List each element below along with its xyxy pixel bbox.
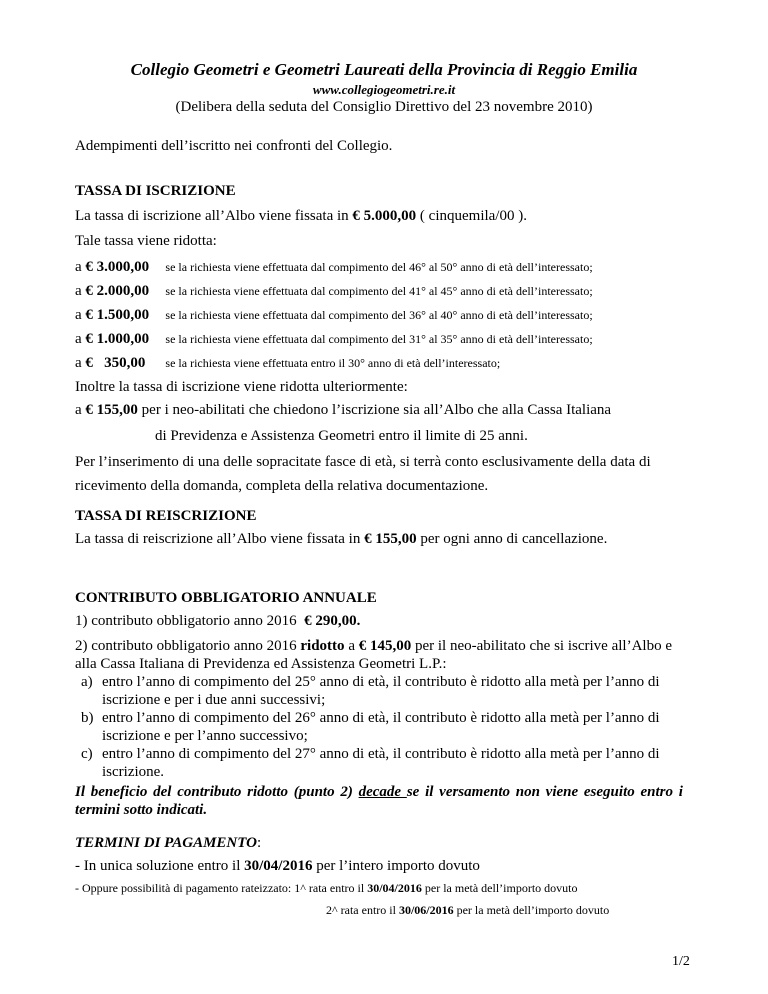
termini-rate-text-a: - Oppure possibilità di pagamento rateizzato: 1^ rata entro il	[75, 881, 368, 895]
reduction-row	[75, 306, 593, 324]
termini-rate2-text-b: per la metà dell’importo dovuto	[453, 903, 610, 917]
document-title: Collegio Geometri e Geometri Laureati della Provincia di Reggio Emilia	[130, 60, 638, 79]
delibera-note: (Delibera della seduta del Consiglio Direttivo del 23 novembre 2010)	[175, 99, 593, 115]
reduction-amount: € 1.000,00	[85, 331, 150, 347]
termini-unica-text-b: per l’intero importo dovuto	[312, 858, 480, 874]
iscrizione-text-a: La tassa di iscrizione all’Albo viene fissata in	[75, 208, 353, 224]
termini-unica-date: 30/04/2016	[244, 858, 313, 874]
termini-colon: :	[256, 835, 262, 851]
contributo-item-line-2: iscrizione e per i due anni successivi;	[102, 692, 326, 708]
contributo-point-2	[75, 637, 672, 655]
termini-rate-date-1: 30/04/2016	[367, 881, 422, 895]
ridotta-text: Tale tassa viene ridotta:	[75, 233, 217, 249]
contributo-p2-text-a: 2) contributo obbligatorio anno 2016	[75, 638, 301, 654]
beneficio-line-1	[75, 783, 683, 801]
contributo-item-label: a)	[81, 674, 93, 690]
section-heading-reiscrizione: TASSA DI REISCRIZIONE	[75, 508, 257, 524]
reiscrizione-text-a: La tassa di reiscrizione all’Albo viene fissata in	[75, 531, 365, 547]
note-line-2: ricevimento della domanda, completa della relativa documentazione.	[75, 478, 489, 494]
reiscrizione-text-b: per ogni anno di cancellazione.	[416, 531, 608, 547]
termini-heading-text: TERMINI DI PAGAMENTO	[75, 835, 257, 851]
termini-rate-text-b: per la metà dell’importo dovuto	[421, 881, 578, 895]
neo-amount: € 155,00	[85, 402, 138, 418]
neo-text-1: per i neo-abilitati che chiedono l’iscrizione sia all’Albo che alla Cassa Italiana	[137, 402, 612, 418]
reduction-prefix: a	[75, 259, 86, 275]
reduction-text: se la richiesta viene effettuata dal compimento del 46° al 50° anno di età dell’interessato;	[165, 260, 593, 274]
neo-abilitati-line-2: di Previdenza e Assistenza Geometri entro il limite di 25 anni.	[155, 428, 528, 444]
beneficio-text-a: Il beneficio del contributo ridotto (punto 2)	[75, 784, 359, 800]
reiscrizione-amount: € 155,00	[364, 531, 417, 547]
page-number: 1/2	[672, 954, 690, 969]
section-heading-contributo: CONTRIBUTO OBBLIGATORIO ANNUALE	[75, 590, 377, 606]
contributo-p2-ridotto: ridotto	[300, 638, 345, 654]
reduction-row	[75, 258, 593, 276]
termini-rate-line-2	[326, 903, 609, 917]
contributo-p1-amount: € 290,00.	[304, 613, 361, 629]
reduction-amount: € 3.000,00	[85, 259, 150, 275]
termini-unica-line	[75, 857, 480, 875]
reduction-prefix: a	[75, 307, 86, 323]
beneficio-text-b: se il versamento non viene eseguito entro i	[406, 784, 683, 800]
contributo-p2-amount: € 145,00	[358, 638, 412, 654]
contributo-point-2-line-2: alla Cassa Italiana di Previdenza ed Assistenza Geometri L.P.:	[75, 656, 447, 672]
section-heading-iscrizione: TASSA DI ISCRIZIONE	[75, 183, 236, 199]
beneficio-decade: decade	[358, 784, 407, 800]
termini-rate-date-2: 30/06/2016	[398, 903, 454, 917]
beneficio-line-2: termini sotto indicati.	[75, 802, 208, 818]
inoltre-text: Inoltre la tassa di iscrizione viene ridotta ulteriormente:	[75, 379, 408, 395]
reduction-prefix: a	[75, 331, 86, 347]
termini-rate-line-1	[75, 881, 578, 895]
reduction-text: se la richiesta viene effettuata dal compimento del 41° al 45° anno di età dell’interessato;	[165, 284, 593, 298]
contributo-item-line-1: entro l’anno di compimento del 26° anno di età, il contributo è ridotto alla metà per l’anno di	[102, 710, 660, 726]
reduction-text: se la richiesta viene effettuata entro il 30° anno di età dell’interessato;	[165, 356, 501, 370]
termini-unica-text-a: - In unica soluzione entro il	[75, 858, 245, 874]
iscrizione-text-b: ( cinquemila/00 ).	[416, 208, 527, 224]
reduction-amount: € 350,00	[85, 355, 146, 371]
section-heading-termini	[75, 834, 261, 852]
neo-prefix: a	[75, 402, 86, 418]
reduction-text: se la richiesta viene effettuata dal compimento del 36° al 40° anno di età dell’interessato;	[165, 308, 593, 322]
contributo-item-line-1: entro l’anno di compimento del 27° anno di età, il contributo è ridotto alla metà per l’anno di	[102, 746, 660, 762]
contributo-item-label: c)	[81, 746, 93, 762]
termini-rate2-text-a: 2^ rata entro il	[326, 903, 399, 917]
contributo-item-line-1: entro l’anno di compimento del 25° anno di età, il contributo è ridotto alla metà per l’anno di	[102, 674, 660, 690]
contributo-p2-text-c: per il neo-abilitato che si iscrive all’Albo e	[411, 638, 672, 654]
reduction-prefix: a	[75, 283, 86, 299]
intro-text: Adempimenti dell’iscritto nei confronti del Collegio.	[75, 138, 393, 154]
iscrizione-amount: € 5.000,00	[352, 208, 417, 224]
contributo-p2-text-b: a	[344, 638, 359, 654]
contributo-item-line-2: iscrizione.	[102, 764, 165, 780]
contributo-item-line-2: iscrizione e per l’anno successivo;	[102, 728, 308, 744]
contributo-item-label: b)	[81, 710, 94, 726]
reduction-prefix: a	[75, 355, 86, 371]
contributo-point-1	[75, 612, 360, 630]
reduction-row	[75, 282, 593, 300]
reduction-row	[75, 354, 500, 372]
contributo-p1-text: 1) contributo obbligatorio anno 2016	[75, 613, 305, 629]
reduction-amount: € 2.000,00	[85, 283, 150, 299]
neo-abilitati-line	[75, 401, 611, 419]
note-line-1: Per l’inserimento di una delle sopracitate fasce di età, si terrà conto esclusivamente della data di	[75, 454, 651, 470]
website-link[interactable]: www.collegiogeometri.re.it	[312, 82, 456, 97]
reiscrizione-line	[75, 530, 607, 548]
iscrizione-line	[75, 207, 527, 225]
reduction-row	[75, 330, 593, 348]
reduction-amount: € 1.500,00	[85, 307, 150, 323]
reduction-text: se la richiesta viene effettuata dal compimento del 31° al 35° anno di età dell’interessato;	[165, 332, 593, 346]
